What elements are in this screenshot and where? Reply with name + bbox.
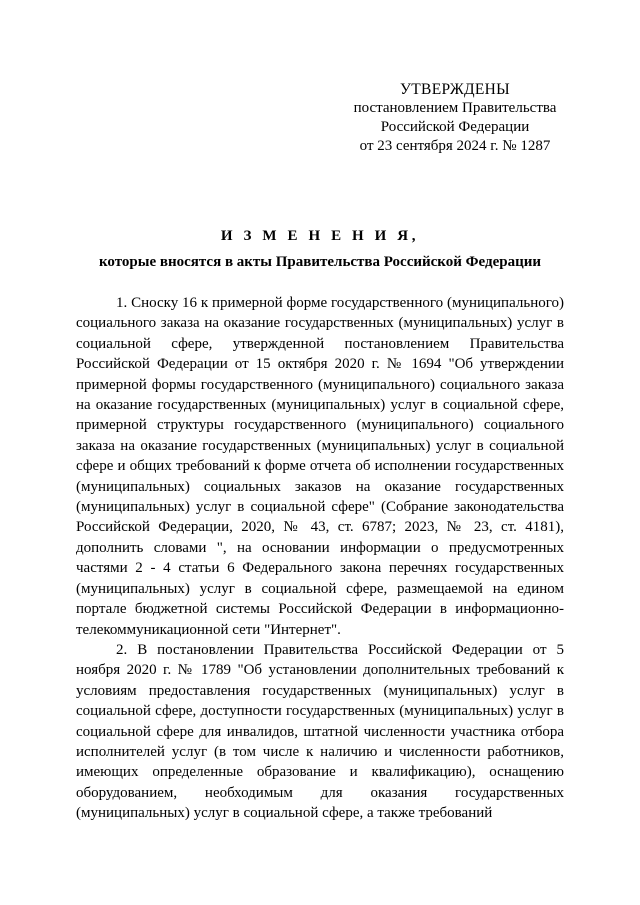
approval-title: УТВЕРЖДЕНЫ bbox=[400, 81, 510, 98]
document-heading bbox=[60, 226, 580, 272]
approval-block bbox=[330, 80, 580, 156]
approval-line-2: Российской Федерации bbox=[380, 119, 530, 135]
document-body bbox=[76, 293, 564, 824]
paragraph-2: 2. В постановлении Правительства Российской Федерации от 5 ноября 2020 г. № 1789 "Об установлении дополнительных требований к условиям предоставления государственных (муниципальных) услуг в социальной сфере, доступности государственных (муниципальных) услуг в социальной сфере для инвалидов, штатной численности участника отбора исполнителей услуг (в том числе к наличию и численности работников, имеющих определенные образование и квалификацию), оснащению оборудованием, необходимым для оказания государственных (муниципальных) услуг в социальной сфере, а также требований bbox=[76, 641, 564, 822]
approval-line-3: от 23 сентября 2024 г. № 1287 bbox=[359, 138, 551, 154]
paragraph-1: 1. Сноску 16 к примерной форме государственного (муниципального) социального заказа на оказание государственных (муниципальных) услуг в социальной сфере, утвержденной постановлением Правительства Российской Федерации от 15 октября 2020 г. № 1694 "Об утверждении примерной формы государственного (муниципального) социального заказа на оказание государственных (муниципальных) услуг в социальной сфере, примерной структуры государственного (муниципального) социального заказа на оказание государственных (муниципальных) услуг в социальной сфере и общих требований к форме отчета об исполнении государственных (муниципальных) социальных заказов на оказание государственных (муниципальных) услуг в социальной сфере" (Собрание законодательства Российской Федерации, 2020, № 43, ст. 6787; 2023, № 23, ст. 4181), дополнить словами ", на основании информации о предусмотренных частями 2 - 4 статьи 6 Федерального закона перечнях государственных (муниципальных) услуг в социальной сфере, размещаемой на едином портале бюджетной системы Российской Федерации в информационно-телекоммуникационной сети "Интернет". bbox=[76, 295, 564, 638]
document-subtitle: которые вносятся в акты Правительства Российской Федерации bbox=[98, 254, 542, 270]
approval-line-1: постановлением Правительства bbox=[353, 100, 557, 116]
document-title: И З М Е Н Е Н И Я, bbox=[220, 228, 420, 244]
